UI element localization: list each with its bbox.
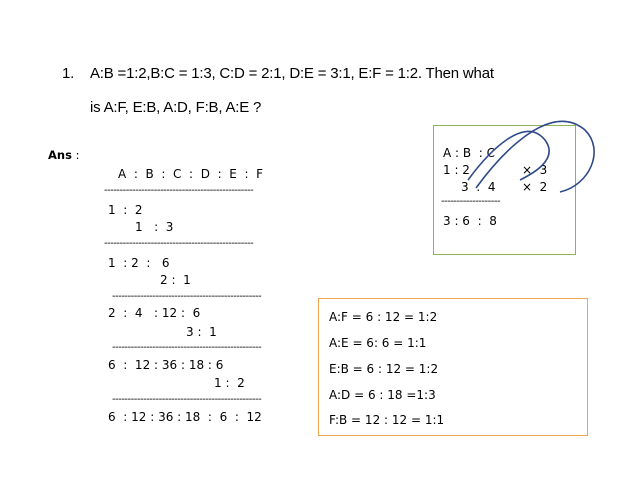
answer-label-text: Ans <box>48 148 72 162</box>
divider-4: ------------------------------------------------ <box>112 342 262 353</box>
side-calc-divider: ------------------- <box>441 196 501 207</box>
result-fb: F:B = 12 : 12 = 1:1 <box>329 413 445 427</box>
question-line-2: is A:F, E:B, A:D, F:B, A:E ? <box>90 99 262 116</box>
question-line-1: A:B =1:2,B:C = 1:3, C:D = 2:1, D:E = 3:1, E:F = 1:2. Then what <box>90 65 494 82</box>
divider-3: ------------------------------------------------ <box>112 291 262 302</box>
answer-label-colon: : <box>71 148 80 162</box>
step2-line-a: 1 : 2 : 6 <box>108 256 170 270</box>
step1-line-b: 1 : 3 <box>135 220 174 234</box>
side-calc-row1-right: × 3 <box>522 163 548 177</box>
step2-line-b: 2 : 1 <box>160 273 191 287</box>
side-calc-result: 3 : 6 : 8 <box>443 214 497 228</box>
divider-1: ------------------------------------------------ <box>104 185 254 196</box>
step4-line-a: 6 : 12 : 36 : 18 : 6 <box>108 358 224 372</box>
result-eb: E:B = 6 : 12 = 1:2 <box>329 362 439 376</box>
ratio-header: A : B : C : D : E : F <box>118 167 264 181</box>
divider-2: ------------------------------------------------ <box>104 238 254 249</box>
side-calc-row1-left: 1 : 2 <box>443 163 470 177</box>
side-calc-header: A : B : C <box>443 146 495 160</box>
step1-line-a: 1 : 2 <box>108 203 143 217</box>
result-ad: A:D = 6 : 18 =1:3 <box>329 388 436 402</box>
step4-line-b: 1 : 2 <box>214 376 245 390</box>
question-number: 1. <box>62 65 75 82</box>
divider-5: ------------------------------------------------ <box>112 394 262 405</box>
arrow-curve-top <box>468 131 549 180</box>
result-ae: A:E = 6: 6 = 1:1 <box>329 336 427 350</box>
step3-line-a: 2 : 4 : 12 : 6 <box>108 306 201 320</box>
step3-line-b: 3 : 1 <box>186 325 217 339</box>
result-af: A:F = 6 : 12 = 1:2 <box>329 310 438 324</box>
side-calc-row2-left: 3 : 4 <box>461 180 496 194</box>
results-box <box>318 298 588 436</box>
side-calc-row2-right: × 2 <box>522 180 548 194</box>
final-ratio: 6 : 12 : 36 : 18 : 6 : 12 <box>108 410 262 424</box>
